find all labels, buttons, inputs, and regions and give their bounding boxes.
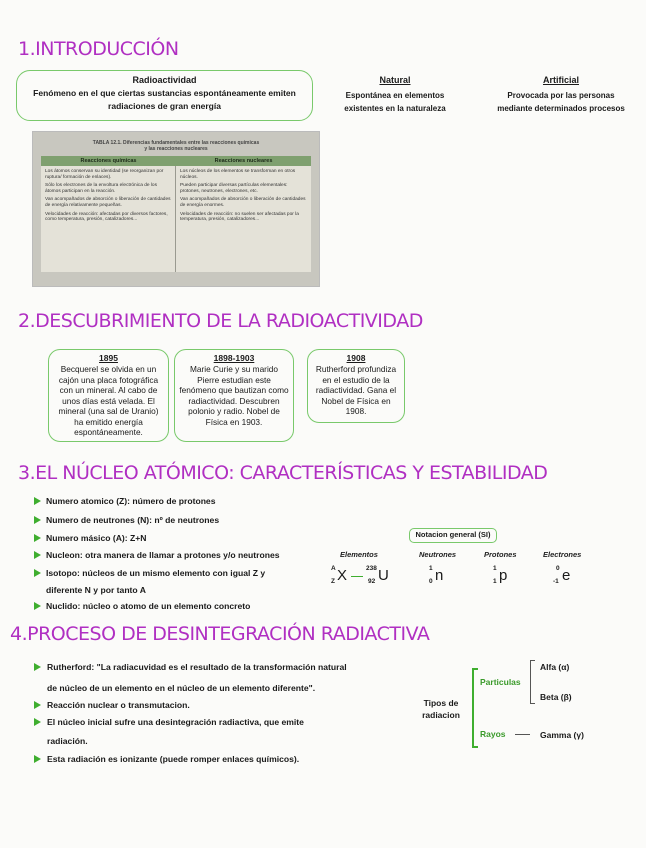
- diagram-bracket-top-tick: [472, 668, 478, 670]
- bullet-arrow-icon: [34, 755, 41, 763]
- diagram-bracket-particles-bottom: [530, 703, 535, 704]
- symbol-n-mass: 1: [429, 565, 433, 572]
- symbol-e-mass: 0: [556, 565, 560, 572]
- symbol-u-atomic: 92: [368, 578, 376, 585]
- notation-title-box: [409, 528, 497, 543]
- section-heading-introduccion: 1.INTRODUCCIÓN: [18, 38, 179, 60]
- diagram-bracket-particles: [530, 660, 531, 704]
- diagram-leaf-gamma: Gamma (γ): [540, 730, 584, 740]
- nucleus-bullet: Nucleon: otra manera de llamar a protones y/o neutrones: [46, 550, 280, 560]
- bullet-arrow-icon: [34, 663, 41, 671]
- section-heading-descubrimiento: 2.DESCUBRIMIENTO DE LA RADIOACTIVIDAD: [18, 310, 423, 332]
- table-cell: Van acompañados de absorción o liberación de cantidades de energía relativamente pequeñas.: [45, 197, 171, 208]
- nucleus-bullet-continuation: diferente N y por tanto A: [46, 585, 146, 595]
- symbol-x: X: [337, 567, 348, 584]
- decay-bullet: Rutherford: "La radiacuvidad es el resultado de la transformación natural: [47, 662, 347, 672]
- symbol-n: n: [435, 567, 444, 584]
- decay-bullet: Esta radiación es ionizante (puede romper enlaces químicos).: [47, 754, 300, 764]
- nucleus-bullet: Nuclido: núcleo o atomo de un elemento concreto: [46, 601, 251, 611]
- table-title-2: y las reacciones nucleares: [144, 146, 208, 152]
- definition-line-1: Fenómeno en el que ciertas sustancias espontáneamente emiten: [33, 88, 296, 98]
- bullet-arrow-icon: [34, 516, 41, 524]
- bullet-arrow-icon: [34, 497, 41, 505]
- timeline-text: Marie Curie y su marido Pierre estudian este fenómeno que bautizan como radiactividad. Descubren polonio y radio. Nobel de Física en 1903.: [179, 364, 289, 427]
- decay-bullet: Reacción nuclear o transmutacion.: [47, 700, 190, 710]
- symbol-p-atomic: 1: [493, 578, 497, 585]
- notation-label-elementos: Elementos: [340, 550, 378, 559]
- table-column-nuclear: [176, 156, 311, 272]
- notation-label-protones: Protones: [484, 550, 517, 559]
- symbol-n-atomic: 0: [429, 578, 433, 585]
- radiation-types-root: [412, 697, 470, 721]
- radioactividad-definition-box: [16, 70, 313, 121]
- symbol-e-charge: -1: [553, 578, 559, 585]
- diagram-bracket-particles-top: [530, 660, 535, 661]
- symbol-n-group: [429, 565, 453, 589]
- artificial-line-2: mediante determinados procesos: [497, 104, 625, 113]
- natural-column: [335, 74, 455, 115]
- notation-label-neutrones: Neutrones: [419, 550, 457, 559]
- symbol-p: p: [499, 567, 508, 584]
- table-cell: Los átomos conservan su identidad (se reorganizan por ruptura/ formación de enlaces).: [45, 169, 164, 180]
- timeline-text: Rutherford profundiza en el estudio de la radiactividad. Gana el Nobel de Física en 1908.: [315, 364, 397, 416]
- timeline-box-1908: [307, 349, 405, 423]
- bullet-arrow-icon: [34, 534, 41, 542]
- natural-line-1: Espontánea en elementos: [345, 91, 445, 100]
- diagram-bracket-bottom-tick: [472, 746, 478, 748]
- diagram-bracket-main: [472, 668, 474, 747]
- symbol-u: U: [378, 567, 389, 584]
- table-cell: Sólo los electrones de la envoltura electrónica de los átomos participan en la reacción.: [45, 183, 157, 194]
- decay-bullet-continuation: radiación.: [47, 736, 88, 746]
- diagram-leaf-alfa: Alfa (α): [540, 662, 570, 672]
- timeline-box-1895: [48, 349, 169, 442]
- reactions-comparison-table-photo: [33, 132, 319, 286]
- symbol-e-group: [553, 565, 581, 589]
- symbol-p-mass: 1: [493, 565, 497, 572]
- artificial-title: Artificial: [542, 75, 579, 85]
- bullet-arrow-icon: [34, 718, 41, 726]
- section-heading-nucleo: 3.EL NÚCLEO ATÓMICO: CARACTERÍSTICAS Y ESTABILIDAD: [18, 462, 548, 484]
- bullet-arrow-icon: [34, 569, 41, 577]
- diagram-leaf-beta: Beta (β): [540, 692, 572, 702]
- table-cell: Pueden participar diversas partículas elementales: protones, neutrones, electrones, etc.: [180, 183, 288, 194]
- timeline-box-1898-1903: [174, 349, 294, 442]
- symbol-x-atomic: Z: [331, 578, 335, 585]
- timeline-year: 1908: [346, 353, 366, 363]
- table-cell: Van acompañados de absorción o liberación de cantidades de energía enormes.: [180, 197, 306, 208]
- bullet-arrow-icon: [34, 551, 41, 559]
- reactions-table: [41, 140, 311, 272]
- radiation-types-root-line-2: radiacion: [422, 710, 460, 720]
- bullet-arrow-icon: [34, 602, 41, 610]
- bullet-arrow-icon: [34, 701, 41, 709]
- radiation-types-root-line-1: Tipos de: [423, 698, 459, 708]
- nucleus-bullet: Isotopo: núcleos de un mismo elemento con igual Z y: [46, 568, 266, 578]
- natural-line-2: existentes en la naturaleza: [344, 104, 446, 113]
- notation-label-electrones: Electrones: [543, 550, 582, 559]
- definition-line-2: radiaciones de gran energía: [108, 101, 221, 111]
- symbol-x-group: [331, 565, 391, 589]
- nucleus-bullet: Numero de neutrones (N): nº de neutrones: [46, 515, 220, 525]
- timeline-year: 1898-1903: [213, 353, 255, 363]
- nucleus-bullet: Numero atomico (Z): número de protones: [46, 496, 216, 506]
- diagram-dash-rayos: [515, 734, 530, 735]
- symbol-e: e: [562, 567, 571, 584]
- table-header-nuclear: Reacciones nucleares: [176, 156, 311, 166]
- nucleus-bullet: Numero másico (A): Z+N: [46, 533, 147, 543]
- table-cell: Los núcleos de los elementos se transforman en otros núcleos.: [180, 169, 296, 180]
- timeline-text: Becquerel se olvida en un cajón una placa fotográfica con un mineral. Al cabo de unos días está velada. El mineral (una sal de Uranio) ha emitido energía espontáneamente.: [58, 364, 159, 437]
- decay-bullet: El núcleo inicial sufre una desintegración radiactiva, que emite: [47, 717, 304, 727]
- timeline-year: 1895: [99, 353, 118, 363]
- table-cell: Velocidades de reacción: no suelen ser afectadas por la temperatura, presión, catalizadores...: [180, 211, 299, 223]
- table-title-1: TABLA 12.1. Diferencias fundamentales entre las reacciones químicas: [92, 140, 260, 146]
- table-column-chemical: [41, 156, 176, 272]
- table-header-chemical: Reacciones químicas: [41, 156, 176, 166]
- symbol-dash: [351, 576, 363, 577]
- artificial-column: [487, 74, 635, 115]
- natural-title: Natural: [379, 75, 411, 85]
- symbol-x-mass: A: [331, 565, 336, 572]
- section-heading-desintegracion: 4.PROCESO DE DESINTEGRACIÓN RADIACTIVA: [10, 623, 430, 645]
- diagram-node-particulas: Particulas: [480, 677, 521, 687]
- definition-title: Radioactividad: [132, 75, 197, 85]
- diagram-node-rayos: Rayos: [480, 729, 506, 739]
- symbol-u-mass: 238: [366, 565, 377, 572]
- notation-title: Notacion general (SI): [415, 530, 491, 539]
- symbol-p-group: [493, 565, 517, 589]
- table-cell: Velocidades de reacción: afectadas por diversos factores, como temperatura, presión, catalizadores...: [45, 211, 168, 223]
- decay-bullet-continuation: de núcleo de un elemento en el núcleo de un elemento diferente".: [47, 683, 316, 693]
- artificial-line-1: Provocada por las personas: [507, 91, 615, 100]
